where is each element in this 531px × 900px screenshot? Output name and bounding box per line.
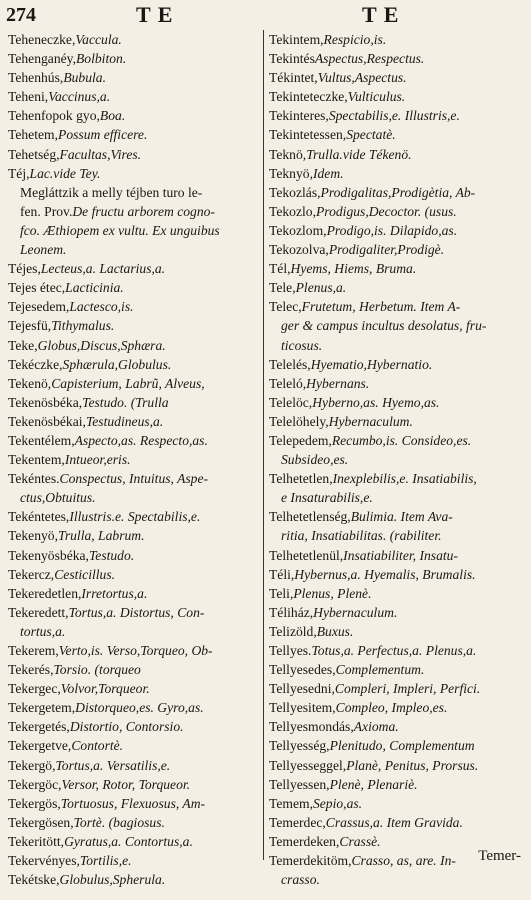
entry-translation: Distortio, Contorsio. [69,719,184,735]
entry-headword: Tehenhús, [8,70,64,86]
entry-headword: Telhetetlenül, [269,547,344,563]
dictionary-entry [269,431,525,450]
entry-headword: Tekinteteczke, [269,89,348,105]
entry-headword: Tekergöc, [8,776,62,792]
dictionary-entry [269,622,525,641]
entry-headword: Tekenö, [8,375,52,391]
entry-translation: Capisterium, Labrũ, Alveus, [51,375,205,391]
entry-translation: Leonem. [20,242,67,258]
entry-translation: Tortuosus, Flexuosus, Am- [60,795,206,811]
dictionary-entry [8,469,261,488]
entry-headword: Teknö, [269,146,307,162]
dictionary-entry [269,374,525,393]
dictionary-entry [8,355,261,374]
entry-translation: Hybernaculum. [328,413,413,429]
entry-translation: Totus,a. Perfectus,a. Plenus,a. [311,643,477,658]
entry-headword: Tellyesseggel, [269,757,347,773]
dictionary-entry [8,507,261,526]
entry-translation: ticosus. [281,337,323,353]
entry-headword: Tejesfü, [8,318,52,334]
entry-translation: Irretortus,a. [81,585,148,601]
dictionary-entry [269,603,525,622]
entry-translation: Bolbiton. [76,51,127,67]
dictionary-entry [8,393,261,412]
entry-translation: Crassè. [339,833,381,849]
entry-translation: Vulticulus. [347,89,406,105]
entry-headword: Telec, [269,299,302,315]
entry-headword: Tekenyösbéka, [8,547,89,563]
entry-translation: Crasso, as, are. In- [351,853,456,869]
entry-headword: Tekozlás, [269,184,321,200]
dictionary-entry [269,393,525,412]
dictionary-entry [269,240,525,259]
entry-translation: Buxus. [316,623,354,639]
entry-headword: Téliház, [269,604,314,620]
entry-translation: Tortus,a. Versatilis,e. [55,757,171,773]
entry-translation: Torsio. (torqueo [53,662,141,678]
dictionary-entry [269,488,525,507]
dictionary-entry [269,412,525,431]
entry-translation: Tortilis,e. [79,853,132,869]
entry-translation: De fructu arborem cogno- [72,203,215,219]
entry-headword: Tehetem, [8,127,59,143]
dictionary-entry [8,297,261,316]
entry-translation: Insatiabiliter, Insatu- [343,547,458,563]
dictionary-entry [8,145,261,164]
entry-headword: Téjes, [8,261,41,277]
entry-headword: Tekozlo, [269,203,316,219]
entry-translation: Plenus,a. [295,280,347,296]
dictionary-entry [269,336,525,355]
entry-headword: Tekenyö, [8,528,59,544]
entry-translation: Idem. [312,165,344,181]
dictionary-entry [8,221,261,240]
entry-headword: Téj, [8,165,30,181]
entry-headword: Tekenösbéka, [8,394,83,410]
dictionary-entry [8,106,261,125]
entry-translation: Bubula. [63,70,106,86]
entry-headword: Tellyesség, [269,738,330,754]
entry-headword: Telizöld, [269,623,317,639]
entry-headword: Tekerés, [8,662,54,678]
entry-headword: Tehenfopok gyo, [8,108,100,124]
dictionary-entry [269,316,525,335]
entry-translation: Aspectus,Respectus. [314,51,425,67]
entry-headword: Tekergetve, [8,738,72,754]
entry-translation: ritia, Insatiabilitas. (rabiliter. [281,528,442,544]
entry-translation: Inexplebilis,e. Insatiabilis, [332,471,477,487]
entry-translation: Prodigaliter,Prodigè. [328,242,445,258]
entry-translation: Vaccinus,a. [48,89,111,105]
entry-translation: Sphærula,Globulus. [62,356,172,372]
dictionary-entry [269,278,525,297]
entry-translation: Lacticinia. [65,280,124,296]
dictionary-entry [269,87,525,106]
entry-headword: Telhetetlen, [269,471,333,487]
entry-headword: Telelöhely, [269,413,329,429]
dictionary-entry [8,164,261,183]
entry-translation: Complementum. [335,662,425,678]
entry-headword: Tekergetés, [8,719,70,735]
entry-translation: Hybernaculum. [313,604,398,620]
entry-headword: Tehenganéy, [8,51,76,67]
entry-translation: crasso. [281,872,320,888]
entry-translation: Volvor,Torqueor. [60,681,150,697]
entry-translation: Cesticillus. [54,566,116,582]
dictionary-entry [269,756,525,775]
entry-headword: Tele, [269,280,296,296]
dictionary-entry [269,125,525,144]
entry-translation: Lecteus,a. Lactarius,a. [40,261,166,277]
entry-translation: Prodigus,Decoctor. (usus. [316,203,457,219]
entry-headword: Tellyesedes, [269,662,336,678]
dictionary-entry [8,412,261,431]
dictionary-entry [8,202,261,221]
entry-headword: Teli, [269,585,294,601]
dictionary-entry [269,565,525,584]
dictionary-entry [8,87,261,106]
dictionary-entry [269,49,525,68]
entry-translation: Crassus,a. Item Gravida. [325,814,463,830]
entry-translation: Compleo, Impleo,es. [335,700,448,716]
entry-headword: Tekintem, [269,32,324,47]
entry-headword: Tekozolva, [269,242,329,258]
entry-translation: Trulla, Labrum. [58,528,145,544]
entry-translation: Distorqueo,es. Gyro,as. [75,700,204,716]
dictionary-entry [269,30,525,49]
dictionary-entry [269,584,525,603]
entry-headword: Temerdec, [269,814,326,830]
dictionary-entry [8,870,261,889]
dictionary-entry [269,736,525,755]
entry-translation: Recumbo,is. Consideo,es. [331,432,472,448]
entry-headword: Tekergetem, [8,700,76,716]
dictionary-entry [269,297,525,316]
dictionary-entry [269,870,525,889]
entry-headword: Tejes étec, [8,280,66,296]
entry-headword: Teke, [8,337,38,353]
entry-translation: Hyematio,Hybernatio. [310,356,433,372]
dictionary-entry [8,183,261,202]
dictionary-entry [269,679,525,698]
entry-translation: Plenus, Plenè. [293,585,372,601]
entry-translation: Possum efficere. [58,127,148,143]
entry-translation: Bulimia. Item Ava- [350,509,453,525]
entry-translation: Testudineus,a. [85,413,164,429]
entry-translation: Compleri, Impleri, Perfici. [334,681,481,697]
entry-translation: Vultus,Aspectus. [317,70,407,86]
entry-headword: Tekergösen, [8,814,74,830]
dictionary-entry [269,469,525,488]
dictionary-entry [8,775,261,794]
entry-translation: Conspectus, Intuitus, Aspe- [59,471,209,487]
entry-translation: Axioma. [353,719,399,735]
page-number: 274 [6,4,36,26]
dictionary-entry [8,125,261,144]
dictionary-entry [8,526,261,545]
entry-headword: Tekéntes. [8,471,60,487]
entry-translation: Illustris.e. Spectabilis,e. [69,509,201,525]
dictionary-entry [269,641,525,660]
entry-translation: Globus,Discus,Sphæra. [37,337,166,353]
entry-translation: Plenè, Plenariè. [329,776,418,792]
dictionary-entry [8,565,261,584]
entry-translation: Globulus,Spherula. [59,872,166,888]
entry-headword: Teheneczke, [8,32,76,47]
entry-headword: Megláttzik a melly téjben turo le- [20,184,203,200]
dictionary-entry [8,336,261,355]
dictionary-entry [8,546,261,565]
dictionary-entry [8,851,261,870]
entry-translation: Lactesco,is. [69,299,134,315]
entry-translation: Trulla.vide Tékenö. [306,146,412,162]
entry-translation: Subsideo,es. [281,452,349,468]
dictionary-entry [269,145,525,164]
dictionary-entry [269,183,525,202]
dictionary-entry [8,259,261,278]
entry-headword: Tellyesedni, [269,681,335,697]
entry-headword: Telhetetlenség, [269,509,351,525]
left-column [8,30,261,889]
dictionary-entry [8,49,261,68]
entry-translation: Testudo. (Trulla [82,394,169,410]
entry-translation: Tithymalus. [51,318,115,334]
entry-translation: fco. Æthiopem ex vultu. Ex unguibus [20,222,220,238]
dictionary-entry [269,526,525,545]
entry-headword: Tekintetessen, [269,127,347,143]
entry-headword: Tekétske, [8,872,60,888]
dictionary-entry [8,431,261,450]
entry-translation: ger & campus incultus desolatus, fru- [281,318,487,334]
entry-headword: Tekercz, [8,566,55,582]
dictionary-entry [269,164,525,183]
entry-translation: Spectabilis,e. Illustris,e. [328,108,460,124]
entry-translation: Spectatè. [346,127,396,143]
entry-translation: Plenitudo, Complementum [329,738,475,754]
entry-translation: Planè, Penitus, Prorsus. [346,757,479,773]
entry-headword: Tekintés [269,51,315,67]
dictionary-entry [8,698,261,717]
dictionary-entry [269,355,525,374]
entry-translation: Frutetum, Herbetum. Item A- [301,299,461,315]
entry-translation: Vaccula. [75,32,122,47]
entry-translation: Verto,is. Verso,Torqueo, Ob- [58,643,213,658]
entry-headword: fen. Prov. [20,203,73,219]
entry-translation: Contortè. [71,738,124,754]
entry-headword: Tekergös, [8,795,61,811]
entry-translation: e Insaturabilis,e. [281,490,373,506]
entry-translation: Aspecto,as. Respecto,as. [74,432,208,448]
entry-headword: Teknyö, [269,165,313,181]
dictionary-entry [8,717,261,736]
entry-headword: Tekentélem, [8,432,75,448]
entry-translation: Sepio,as. [312,795,363,811]
entry-translation: tortus,a. [20,623,66,639]
entry-translation: Respicio,is. [323,32,387,47]
entry-translation: Intueor,eris. [64,452,131,468]
entry-headword: Teleló, [269,375,307,391]
dictionary-entry [8,832,261,851]
entry-headword: Telelöc, [269,394,313,410]
dictionary-entry [8,584,261,603]
dictionary-entry [8,278,261,297]
entry-headword: Tekergö, [8,757,56,773]
entry-translation: Tortè. (bagiosus. [73,814,165,830]
entry-translation: Versor, Rotor, Torqueor. [61,776,191,792]
dictionary-entry [269,450,525,469]
entry-headword: Tekeredetlen, [8,585,82,601]
entry-headword: Tekeredett, [8,604,69,620]
entry-headword: Tellyes. [269,643,312,658]
dictionary-entry [269,106,525,125]
entry-headword: Tekerem, [8,643,59,658]
dictionary-entry [269,717,525,736]
entry-headword: Temerdekitöm, [269,853,352,869]
dictionary-entry [269,775,525,794]
dictionary-entry [8,736,261,755]
entry-headword: Tejesedem, [8,299,70,315]
entry-headword: Tekéntetes, [8,509,70,525]
dictionary-entry [269,68,525,87]
right-column [269,30,525,889]
entry-translation: Lac.vide Tey. [29,165,101,181]
entry-headword: Tékintet, [269,70,318,86]
dictionary-entry [8,622,261,641]
entry-translation: Testudo. [88,547,135,563]
entry-headword: Tekéczke, [8,356,63,372]
entry-headword: Tekinteres, [269,108,329,124]
entry-headword: Tekenösbékai, [8,413,86,429]
entry-headword: Teheni, [8,89,49,105]
entry-headword: Tellyesitem, [269,700,336,716]
entry-translation: Boa. [99,108,126,124]
column-divider [263,30,264,860]
dictionary-entry [269,794,525,813]
dictionary-entry [8,794,261,813]
entry-headword: Telelés, [269,356,311,372]
entry-translation: Hybernans. [306,375,370,391]
entry-headword: Tél, [269,261,291,277]
dictionary-entry [269,660,525,679]
entry-headword: Tekervényes, [8,853,80,869]
dictionary-entry [269,813,525,832]
dictionary-entry [269,202,525,221]
dictionary-entry [269,698,525,717]
dictionary-entry [8,30,261,49]
entry-headword: Tekozlom, [269,222,327,238]
dictionary-entry [269,507,525,526]
dictionary-entry [8,316,261,335]
running-head-left: T E [136,2,174,27]
entry-headword: Tekentem, [8,452,65,468]
page-header [0,2,531,28]
entry-headword: Tekeritött, [8,833,65,849]
dictionary-entry [8,756,261,775]
dictionary-entry [269,259,525,278]
dictionary-entry [8,240,261,259]
entry-translation: Prodigo,is. Dilapido,as. [326,222,458,238]
entry-headword: Temem, [269,795,313,811]
entry-headword: Telepedem, [269,432,332,448]
dictionary-entry [8,679,261,698]
running-head-right: T E [362,2,400,27]
entry-translation: Hybernus,a. Hyemalis, Brumalis. [294,566,476,582]
entry-translation: Prodigalitas,Prodigètia, Ab- [320,184,476,200]
entry-translation: ctus,Obtuitus. [20,490,96,506]
dictionary-entry [8,603,261,622]
dictionary-entry [8,488,261,507]
entry-headword: Téli, [269,566,295,582]
dictionary-entry [8,68,261,87]
entry-translation: Gyratus,a. Contortus,a. [64,833,193,849]
entry-headword: Tellyesmondás, [269,719,354,735]
dictionary-entry [8,641,261,660]
dictionary-entry [8,450,261,469]
entry-headword: Tehetség, [8,146,60,162]
entry-headword: Tekergec, [8,681,61,697]
dictionary-entry [8,660,261,679]
dictionary-entry [269,546,525,565]
entry-translation: Facultas,Vires. [59,146,142,162]
dictionary-entry [269,221,525,240]
dictionary-entry [8,374,261,393]
catchword: Temer- [478,848,521,864]
entry-translation: Hyberno,as. Hyemo,as. [312,394,440,410]
entry-headword: Tellyessen, [269,776,330,792]
entry-translation: Hyems, Hiems, Bruma. [290,261,417,277]
entry-headword: Temerdeken, [269,833,340,849]
entry-translation: Tortus,a. Distortus, Con- [68,604,205,620]
dictionary-entry [8,813,261,832]
